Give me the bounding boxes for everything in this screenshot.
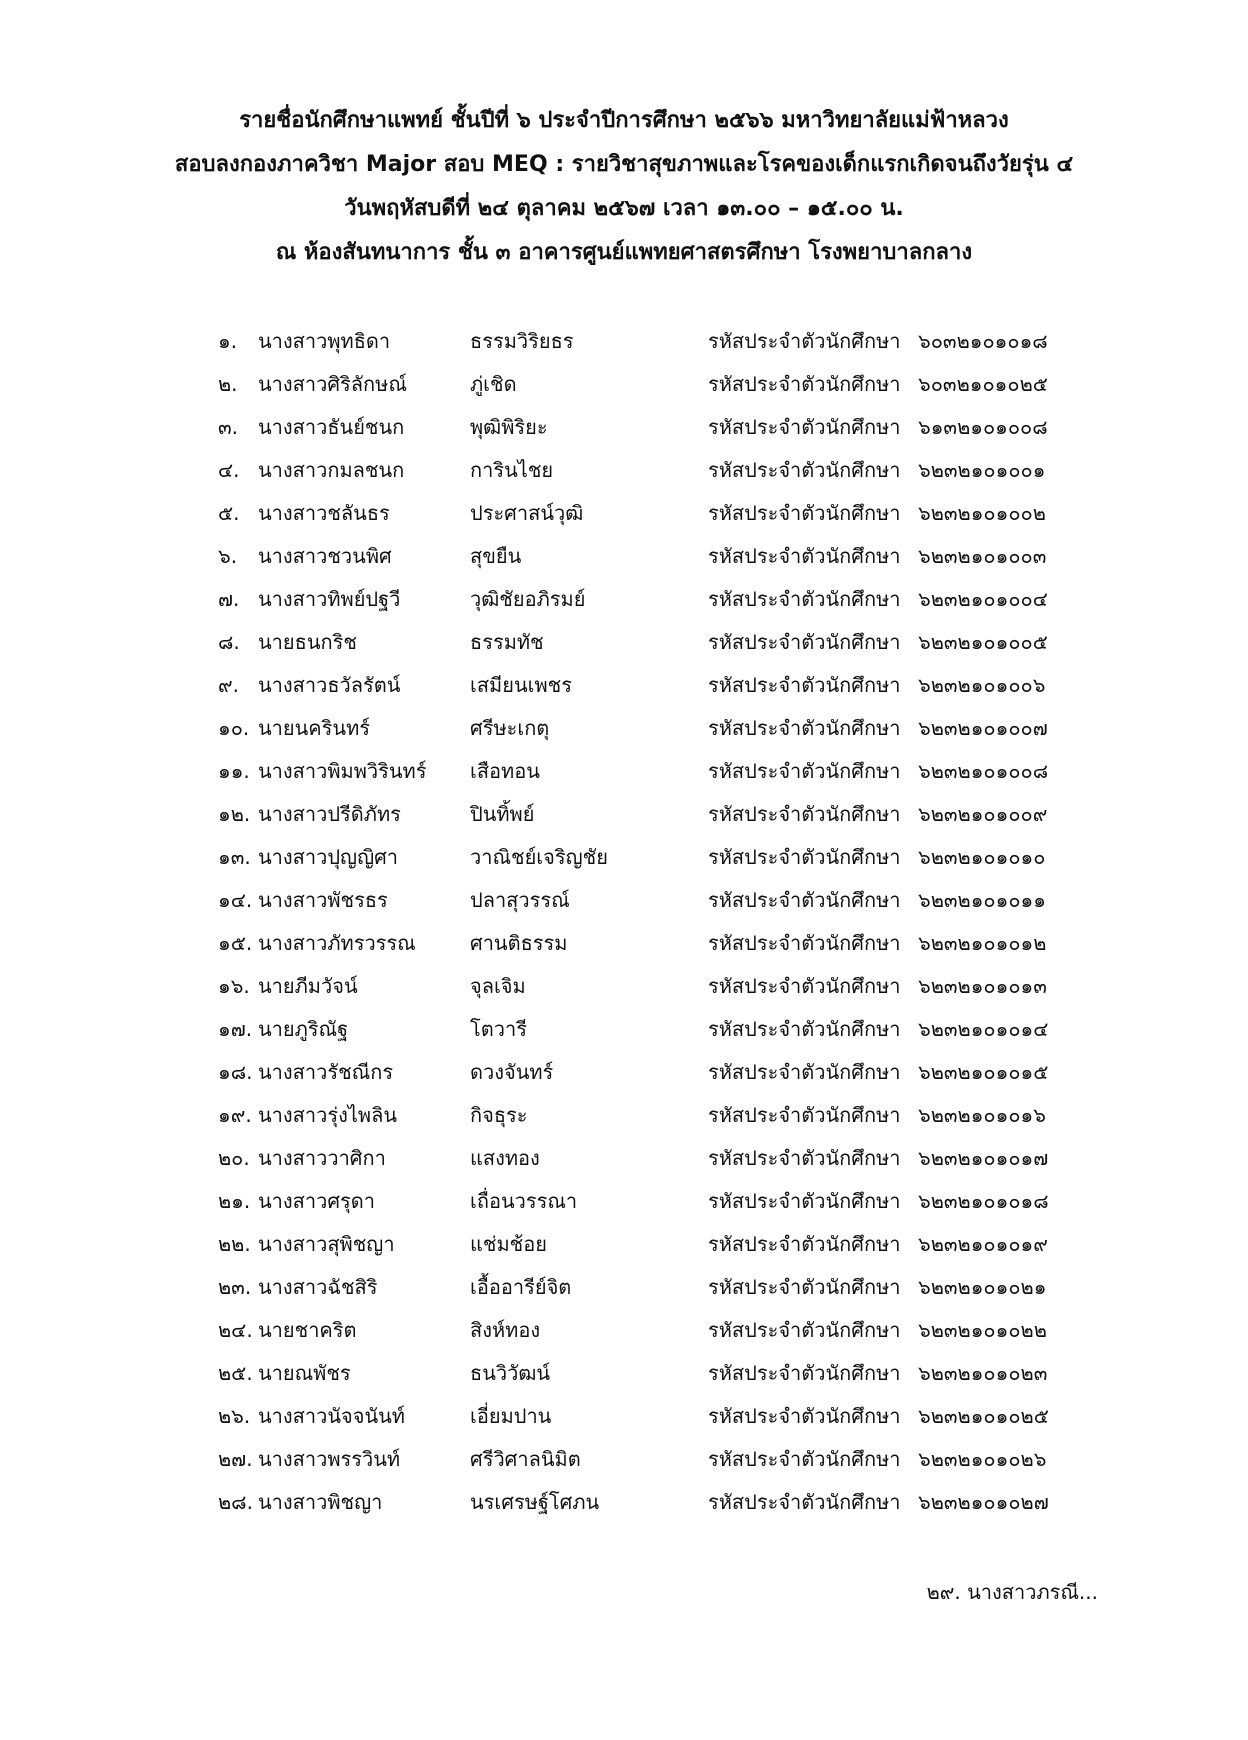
student-first-name: นางสาวปุญญิศา — [258, 845, 399, 869]
list-item — [218, 542, 1098, 585]
student-id-label: รหัสประจำตัวนักศึกษา — [708, 802, 901, 826]
list-item — [218, 1101, 1098, 1144]
student-number: ๒. — [218, 372, 238, 396]
student-id-label: รหัสประจำตัวนักศึกษา — [708, 1275, 901, 1299]
student-id: ๖๒๓๒๑๐๑๐๑๑ — [918, 888, 1046, 912]
student-number: ๑๒. — [218, 802, 251, 826]
student-id: ๖๑๓๒๑๐๑๐๐๘ — [918, 415, 1048, 439]
student-id: ๖๒๓๒๑๐๑๐๒๕ — [918, 1404, 1049, 1428]
student-id: ๖๒๓๒๑๐๑๐๒๗ — [918, 1490, 1049, 1514]
student-number: ๑๖. — [218, 974, 250, 998]
student-last-name: จุลเจิม — [470, 974, 526, 998]
student-first-name: นางสาวพุทธิดา — [258, 329, 391, 353]
student-first-name: นางสาวนัจจนันท์ — [258, 1404, 405, 1428]
list-item — [218, 972, 1098, 1015]
student-id-label: รหัสประจำตัวนักศึกษา — [708, 372, 901, 396]
student-number: ๑๑. — [218, 759, 250, 783]
student-number: ๒๑. — [218, 1189, 251, 1213]
student-number: ๖. — [218, 544, 238, 568]
student-id-label: รหัสประจำตัวนักศึกษา — [708, 329, 901, 353]
student-id-label: รหัสประจำตัวนักศึกษา — [708, 931, 901, 955]
student-id: ๖๒๓๒๑๐๑๐๑๔ — [918, 1017, 1049, 1041]
student-last-name: เถื่อนวรรณา — [470, 1189, 578, 1213]
list-item — [218, 843, 1098, 886]
student-last-name: ปลาสุวรรณ์ — [470, 888, 570, 912]
student-list — [218, 327, 1098, 1531]
student-last-name: ดวงจันทร์ — [470, 1060, 554, 1084]
student-id-label: รหัสประจำตัวนักศึกษา — [708, 974, 901, 998]
student-id: ๖๐๓๒๑๐๑๐๑๘ — [918, 329, 1048, 353]
student-id: ๖๒๓๒๑๐๑๐๐๖ — [918, 673, 1046, 697]
student-number: ๒๔. — [218, 1318, 253, 1342]
student-last-name: เสือทอน — [470, 759, 540, 783]
student-number: ๒๘. — [218, 1490, 253, 1514]
student-id: ๖๒๓๒๑๐๑๐๑๗ — [918, 1146, 1049, 1170]
student-id-label: รหัสประจำตัวนักศึกษา — [708, 1318, 901, 1342]
student-id-label: รหัสประจำตัวนักศึกษา — [708, 1189, 901, 1213]
student-first-name: นางสาวพัชรธร — [258, 888, 388, 912]
student-id: ๖๒๓๒๑๐๑๐๐๒ — [918, 501, 1046, 525]
list-item — [218, 413, 1098, 456]
student-last-name: เอื้ออารีย์จิต — [470, 1275, 572, 1299]
list-item — [218, 1488, 1098, 1531]
document-header — [0, 108, 1248, 284]
student-number: ๑๓. — [218, 845, 251, 869]
header-exam: สอบลงกองภาควิชา Major สอบ MEQ : รายวิชาสุขภาพและโรคของเด็กแรกเกิดจนถึงวัยรุ่น ๔ — [174, 152, 1074, 177]
student-first-name: นางสาวธวัลรัตน์ — [258, 673, 401, 697]
student-id: ๖๒๓๒๑๐๑๐๒๓ — [918, 1361, 1048, 1385]
student-first-name: นายธนกริช — [258, 630, 357, 654]
student-last-name: ธรรมวิริยธร — [470, 329, 574, 353]
student-last-name: สุขยืน — [470, 544, 522, 568]
student-number: ๑๐. — [218, 716, 250, 740]
header-datetime: วันพฤหัสบดีที่ ๒๔ ตุลาคม ๒๕๖๗ เวลา ๑๓.๐๐ – ๑๕.๐๐ น. — [344, 196, 904, 221]
student-last-name: ศรีษะเกตุ — [470, 716, 550, 740]
student-id-label: รหัสประจำตัวนักศึกษา — [708, 1103, 901, 1127]
student-last-name: ปินทิ้พย์ — [470, 802, 535, 826]
student-number: ๗. — [218, 587, 240, 611]
student-last-name: นรเศรษฐ์โศภน — [470, 1490, 600, 1514]
student-first-name: นางสาวรุ่งไพลิน — [258, 1103, 398, 1127]
list-item — [218, 1402, 1098, 1445]
student-id-label: รหัสประจำตัวนักศึกษา — [708, 888, 901, 912]
list-item — [218, 628, 1098, 671]
student-number: ๕. — [218, 501, 240, 525]
student-id: ๖๒๓๒๑๐๑๐๑๕ — [918, 1060, 1049, 1084]
student-id-label: รหัสประจำตัวนักศึกษา — [708, 458, 901, 482]
student-id: ๖๒๓๒๑๐๑๐๒๖ — [918, 1447, 1047, 1471]
student-id: ๖๒๓๒๑๐๑๐๑๓ — [918, 974, 1047, 998]
student-id: ๖๒๓๒๑๐๑๐๐๓ — [918, 544, 1047, 568]
list-item — [218, 1058, 1098, 1101]
list-item — [218, 1316, 1098, 1359]
student-id: ๖๒๓๒๑๐๑๐๐๕ — [918, 630, 1048, 654]
list-item — [218, 1230, 1098, 1273]
list-item — [218, 456, 1098, 499]
student-id-label: รหัสประจำตัวนักศึกษา — [708, 1232, 901, 1256]
list-item — [218, 1144, 1098, 1187]
student-number: ๒๖. — [218, 1404, 251, 1428]
student-last-name: กิจธุระ — [470, 1103, 528, 1127]
student-id-label: รหัสประจำตัวนักศึกษา — [708, 1361, 901, 1385]
list-item — [218, 757, 1098, 800]
list-item — [218, 327, 1098, 370]
student-first-name: นายภีมวัจน์ — [258, 974, 358, 998]
list-item — [218, 1445, 1098, 1488]
student-id: ๖๒๓๒๑๐๑๐๐๑ — [918, 458, 1046, 482]
list-item — [218, 800, 1098, 843]
list-item — [218, 886, 1098, 929]
student-first-name: นางสาวรัชณีกร — [258, 1060, 394, 1084]
student-first-name: นางสาวธันย์ชนก — [258, 415, 405, 439]
list-item — [218, 1359, 1098, 1402]
student-first-name: นางสาวสุพิชญา — [258, 1232, 395, 1256]
student-last-name: ภู่เชิด — [470, 372, 517, 396]
student-id: ๖๒๓๒๑๐๑๐๐๗ — [918, 716, 1048, 740]
header-location: ณ ห้องสันทนาการ ชั้น ๓ อาคารศูนย์แพทยศาสตรศึกษา โรงพยาบาลกลาง — [275, 240, 973, 265]
student-id-label: รหัสประจำตัวนักศึกษา — [708, 716, 901, 740]
student-id: ๖๒๓๒๑๐๑๐๒๑ — [918, 1275, 1047, 1299]
student-id: ๖๐๓๒๑๐๑๐๒๕ — [918, 372, 1048, 396]
header-title: รายชื่อนักศึกษาแพทย์ ชั้นปีที่ ๖ ประจำปีการศึกษา ๒๕๖๖ มหาวิทยาลัยแม่ฟ้าหลวง — [239, 108, 1009, 133]
student-id: ๖๒๓๒๑๐๑๐๐๘ — [918, 759, 1049, 783]
list-item — [218, 671, 1098, 714]
student-last-name: การินไชย — [470, 458, 554, 482]
student-last-name: แช่มช้อย — [470, 1232, 547, 1256]
student-id: ๖๒๓๒๑๐๑๐๑๙ — [918, 1232, 1048, 1256]
student-number: ๒๕. — [218, 1361, 253, 1385]
student-last-name: เอี่ยมปาน — [470, 1404, 552, 1428]
student-last-name: เสมียนเพชร — [470, 673, 572, 697]
student-number: ๔. — [218, 458, 240, 482]
student-first-name: นางสาววาศิกา — [258, 1146, 386, 1170]
student-id: ๖๒๓๒๑๐๑๐๒๒ — [918, 1318, 1047, 1342]
student-number: ๑๘. — [218, 1060, 253, 1084]
student-number: ๒๐. — [218, 1146, 250, 1170]
list-item — [218, 585, 1098, 628]
student-id-label: รหัสประจำตัวนักศึกษา — [708, 1447, 901, 1471]
list-item — [218, 1015, 1098, 1058]
student-id-label: รหัสประจำตัวนักศึกษา — [708, 845, 901, 869]
student-id-label: รหัสประจำตัวนักศึกษา — [708, 1404, 901, 1428]
student-number: ๒๓. — [218, 1275, 252, 1299]
student-first-name: นางสาวชลันธร — [258, 501, 390, 525]
student-id-label: รหัสประจำตัวนักศึกษา — [708, 1017, 901, 1041]
student-last-name: ธรรมทัช — [470, 630, 544, 654]
student-first-name: นางสาวชวนพิศ — [258, 544, 392, 568]
student-number: ๒๒. — [218, 1232, 251, 1256]
student-last-name: ศานติธรรม — [470, 931, 568, 955]
student-id: ๖๒๓๒๑๐๑๐๑๖ — [918, 1103, 1046, 1127]
student-id-label: รหัสประจำตัวนักศึกษา — [708, 630, 901, 654]
student-last-name: ประศาสน์วุฒิ — [470, 501, 584, 525]
student-first-name: นายชาคริต — [258, 1318, 357, 1342]
student-number: ๘. — [218, 630, 240, 654]
student-last-name: พุฒิพิริยะ — [470, 415, 548, 439]
list-item — [218, 1187, 1098, 1230]
student-id-label: รหัสประจำตัวนักศึกษา — [708, 415, 901, 439]
student-last-name: สิงห์ทอง — [470, 1318, 541, 1342]
student-first-name: นางสาวพิชญา — [258, 1490, 383, 1514]
student-id: ๖๒๓๒๑๐๑๐๑๒ — [918, 931, 1047, 955]
list-item — [218, 499, 1098, 542]
list-item — [218, 714, 1098, 757]
student-id-label: รหัสประจำตัวนักศึกษา — [708, 587, 901, 611]
student-first-name: นายภูริณัฐ — [258, 1017, 349, 1041]
student-id: ๖๒๓๒๑๐๑๐๐๙ — [918, 802, 1048, 826]
student-id: ๖๒๓๒๑๐๑๐๑๐ — [918, 845, 1046, 869]
student-number: ๑๕. — [218, 931, 253, 955]
student-first-name: นางสาวภัทรวรรณ — [258, 931, 416, 955]
student-last-name: วาณิชย์เจริญชัย — [470, 845, 608, 869]
student-number: ๑๙. — [218, 1103, 252, 1127]
student-first-name: นายนครินทร์ — [258, 716, 371, 740]
student-first-name: นางสาวฉัชสิริ — [258, 1275, 378, 1299]
student-id-label: รหัสประจำตัวนักศึกษา — [708, 673, 901, 697]
student-last-name: แสงทอง — [470, 1146, 540, 1170]
student-first-name: นายณพัชร — [258, 1361, 351, 1385]
student-number: ๑. — [218, 329, 238, 353]
student-number: ๓. — [218, 415, 239, 439]
student-first-name: นางสาวศิริลักษณ์ — [258, 372, 407, 396]
student-first-name: นางสาวทิพย์ปฐวี — [258, 587, 401, 611]
student-id-label: รหัสประจำตัวนักศึกษา — [708, 1146, 901, 1170]
student-id: ๖๒๓๒๑๐๑๐๐๔ — [918, 587, 1048, 611]
student-first-name: นางสาวปรีดิภัทร — [258, 802, 401, 826]
student-last-name: ธนวิวัฒน์ — [470, 1361, 551, 1385]
student-last-name: ศรีวิศาลนิมิต — [470, 1447, 581, 1471]
student-first-name: นางสาวกมลชนก — [258, 458, 405, 482]
student-first-name: นางสาวศรุดา — [258, 1189, 375, 1213]
student-first-name: นางสาวพรรวินท์ — [258, 1447, 401, 1471]
student-last-name: โตวารี — [470, 1017, 527, 1041]
continuation-note: ๒๙. นางสาวภรณี... — [926, 1580, 1098, 1604]
student-number: ๑๔. — [218, 888, 253, 912]
list-item — [218, 929, 1098, 972]
list-item — [218, 370, 1098, 413]
student-id-label: รหัสประจำตัวนักศึกษา — [708, 759, 901, 783]
student-id-label: รหัสประจำตัวนักศึกษา — [708, 1060, 901, 1084]
student-first-name: นางสาวพิมพวิรินทร์ — [258, 759, 427, 783]
student-last-name: วุฒิชัยอภิรมย์ — [470, 587, 586, 611]
student-id-label: รหัสประจำตัวนักศึกษา — [708, 501, 901, 525]
student-number: ๑๗. — [218, 1017, 253, 1041]
list-item — [218, 1273, 1098, 1316]
student-number: ๙. — [218, 673, 240, 697]
student-id: ๖๒๓๒๑๐๑๐๑๘ — [918, 1189, 1049, 1213]
student-id-label: รหัสประจำตัวนักศึกษา — [708, 1490, 901, 1514]
student-number: ๒๗. — [218, 1447, 253, 1471]
student-id-label: รหัสประจำตัวนักศึกษา — [708, 544, 901, 568]
